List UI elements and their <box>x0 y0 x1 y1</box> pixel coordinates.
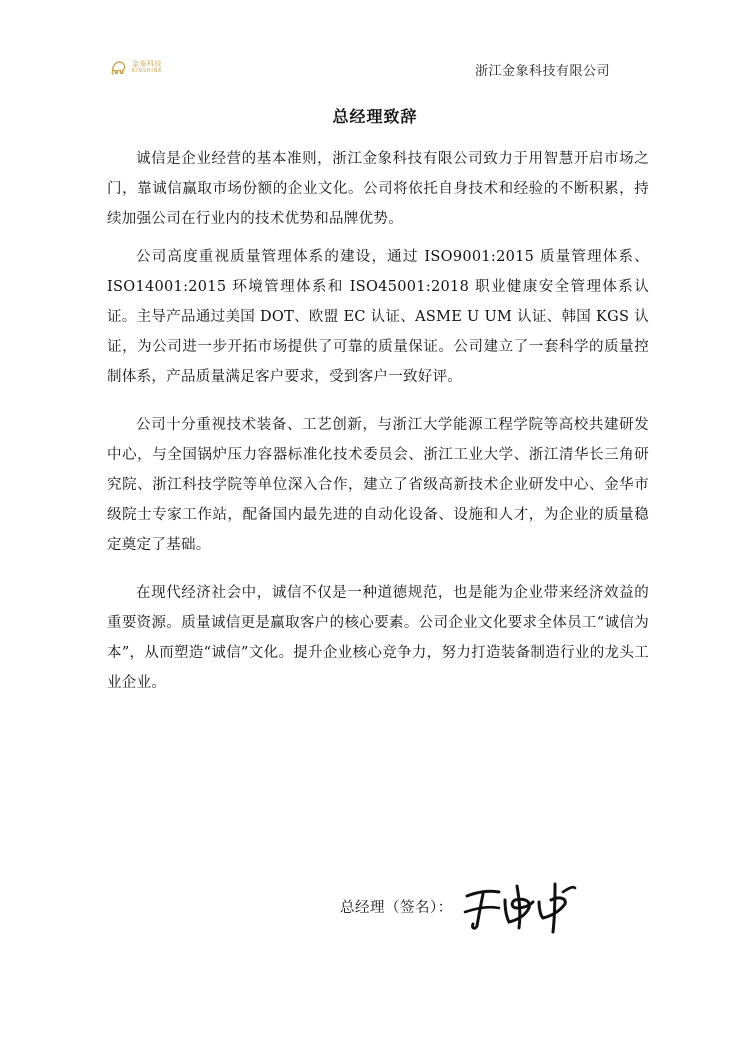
signature-block <box>340 876 579 936</box>
logo-english-text: KINSHINE <box>132 67 163 74</box>
elephant-logo-icon <box>110 58 128 76</box>
paragraph-integrity: 诚信是企业经营的基本准则，浙江金象科技有限公司致力于用智慧开启市场之门，靠诚信赢取市场份额的企业文化。公司将依托自身技术和经验的不断积累，持续加强公司在行业内的技术优势和品牌优势。 <box>107 151 649 227</box>
paragraph-quality: 公司高度重视质量管理体系的建设，通过 ISO9001:2015 质量管理体系、ISO14001:2015 环境管理体系和 ISO45001:2018 职业健康安全管理体系认证。主导产品通过美国 DOT、欧盟 EC 认证、ASME U UM 认证、韩国 KGS 认证，为公司进一步开拓市场提供了可靠的质量保证。公司建立了一套科学的质量控制体系，产品质量满足客户要求，受到客户一致好评。 <box>107 249 649 385</box>
signature-label: 总经理（签名）： <box>340 899 453 916</box>
letter-body <box>107 144 649 698</box>
logo-chinese-text: 金象科技 <box>132 59 162 68</box>
page-title: 总经理致辞 <box>332 107 418 126</box>
header-company-name: 浙江金象科技有限公司 <box>474 64 610 79</box>
company-logo <box>110 54 190 80</box>
handwritten-signature-image <box>459 878 579 934</box>
paragraph-culture: 在现代经济社会中，诚信不仅是一种道德规范，也是能为企业带来经济效益的重要资源。质量诚信更是赢取客户的核心要素。公司企业文化要求全体员工“诚信为本”，从而塑造“诚信”文化。提升企业核心竞争力，努力打造装备制造行业的龙头工业企业。 <box>107 585 649 691</box>
paragraph-technology: 公司十分重视技术装备、工艺创新，与浙江大学能源工程学院等高校共建研发中心，与全国锅炉压力容器标准化技术委员会、浙江工业大学、浙江清华长三角研究院、浙江科技学院等单位深入合作，建立了省级高新技术企业研发中心、金华市级院士专家工作站，配备国内最先进的自动化设备、设施和人才，为企业的质量稳定奠定了基础。 <box>107 417 649 553</box>
